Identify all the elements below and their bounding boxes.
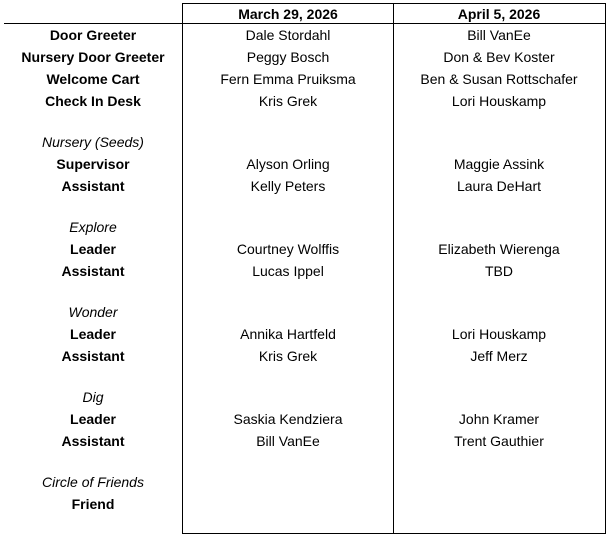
role-label: Nursery Door Greeter [21, 49, 165, 65]
role-label: Welcome Cart [46, 71, 140, 87]
assignee-week-1: Dale Stordahl [245, 27, 331, 43]
role-label: Supervisor [56, 156, 130, 172]
assignee-week-2: Elizabeth Wierenga [438, 241, 560, 257]
assignee-week-1: Bill VanEe [256, 433, 320, 449]
assignee-week-2: Trent Gauthier [454, 433, 544, 449]
role-label: Friend [71, 496, 115, 512]
assignee-week-2: Lori Houskamp [451, 326, 547, 342]
assignee-week-2: Maggie Assink [453, 156, 545, 172]
role-label: Leader [70, 326, 116, 342]
section-heading: Dig [82, 389, 104, 405]
header-date-2: April 5, 2026 [457, 6, 541, 22]
assignee-week-1: Lucas Ippel [252, 263, 324, 279]
assignee-week-1: Kris Grek [258, 93, 318, 109]
section-heading: Explore [69, 219, 117, 235]
assignee-week-2: Bill VanEe [467, 27, 531, 43]
role-label: Assistant [61, 178, 125, 194]
assignee-week-1: Kelly Peters [250, 178, 326, 194]
role-label: Leader [70, 241, 116, 257]
section-heading: Nursery (Seeds) [42, 134, 144, 150]
section-heading: Wonder [68, 304, 118, 320]
table-top-border [182, 3, 606, 4]
column-divider-left [182, 3, 183, 534]
role-label: Leader [70, 411, 116, 427]
column-divider-right [605, 3, 606, 534]
assignee-week-2: Don & Bev Koster [443, 49, 555, 65]
assignee-week-2: Jeff Merz [470, 348, 528, 364]
table-bottom-border [182, 533, 606, 534]
assignee-week-1: Saskia Kendziera [233, 411, 343, 427]
assignee-week-1: Peggy Bosch [246, 49, 330, 65]
assignee-week-1: Courtney Wolffis [236, 241, 340, 257]
role-label: Assistant [61, 263, 125, 279]
assignee-week-2: Laura DeHart [456, 178, 542, 194]
assignee-week-1: Fern Emma Pruiksma [220, 71, 356, 87]
assignee-week-2: TBD [485, 263, 513, 279]
assignee-week-1: Alyson Orling [246, 156, 330, 172]
assignee-week-1: Annika Hartfeld [240, 326, 336, 342]
header-date-1: March 29, 2026 [238, 6, 338, 22]
role-label: Check In Desk [45, 93, 141, 109]
role-label: Assistant [61, 433, 125, 449]
section-heading: Circle of Friends [42, 474, 144, 490]
column-divider-middle [393, 3, 394, 534]
role-label: Assistant [61, 348, 125, 364]
volunteer-schedule-table [4, 3, 606, 534]
assignee-week-2: Ben & Susan Rottschafer [420, 71, 578, 87]
role-label: Door Greeter [49, 27, 137, 43]
assignee-week-1: Kris Grek [258, 348, 318, 364]
assignee-week-2: Lori Houskamp [451, 93, 547, 109]
header-bottom-border [4, 23, 606, 24]
assignee-week-2: John Kramer [458, 411, 540, 427]
